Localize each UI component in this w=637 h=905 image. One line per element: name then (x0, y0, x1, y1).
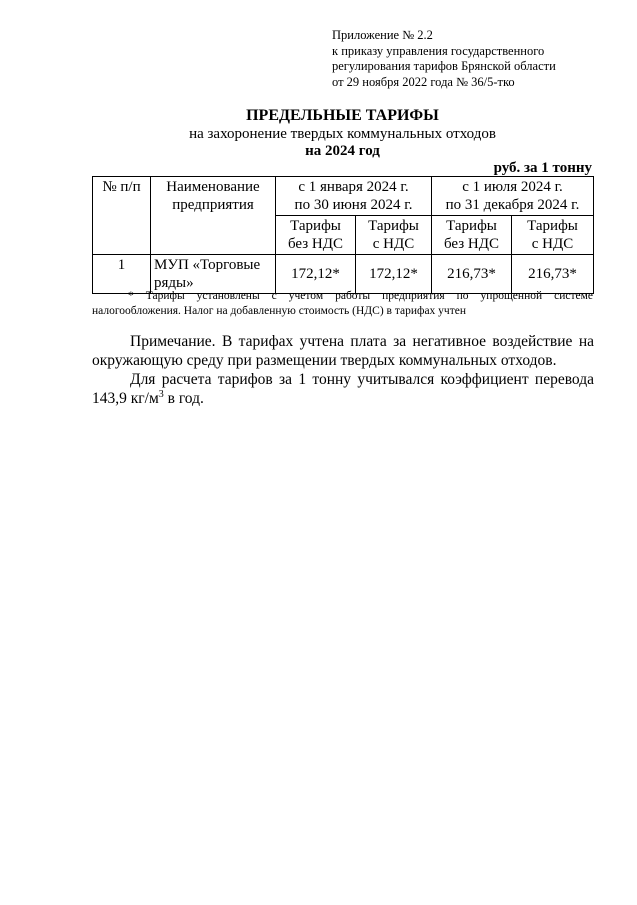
table-header-row-1 (93, 177, 594, 216)
document-title: ПРЕДЕЛЬНЫЕ ТАРИФЫ (246, 107, 439, 124)
note-block (92, 332, 594, 408)
row-value-period2-without-vat: 216,73* (432, 255, 512, 294)
row-number: 1 (93, 255, 151, 294)
appendix-line-1: Приложение № 2.2 (332, 28, 433, 42)
appendix-header (332, 28, 622, 90)
header-company-name: Наименование предприятия (151, 177, 276, 255)
appendix-line-4: от 29 ноября 2022 года № 36/5-тко (332, 74, 515, 89)
unit-label: руб. за 1 тонну (493, 160, 592, 176)
appendix-line-3: регулирования тарифов Брянской области (332, 59, 556, 73)
footnote: * Тарифы установлены с учетом работы предприятия по упрощенной системе налогообложения. Налог на добавленную стоимость (НДС) в тарифах учтен (92, 290, 593, 317)
note-paragraph-2 (92, 370, 594, 408)
row-company-name: МУП «Торговые ряды» (151, 255, 276, 294)
header-period-1: с 1 января 2024 г. по 30 июня 2024 г. (276, 177, 432, 216)
header-tariff-without-vat-2: Тарифы без НДС (432, 216, 512, 255)
tariff-table (92, 176, 594, 294)
document-subtitle: на захоронение твердых коммунальных отходов (189, 126, 496, 142)
note-paragraph-2-superscript: 3 (158, 388, 164, 400)
document-title-block (90, 106, 595, 160)
document-year: на 2024 год (305, 143, 380, 159)
row-value-period2-with-vat: 216,73* (512, 255, 594, 294)
table-row (93, 255, 594, 294)
row-value-period1-with-vat: 172,12* (356, 255, 432, 294)
header-number: № п/п (93, 177, 151, 255)
header-tariff-with-vat-1: Тарифы с НДС (356, 216, 432, 255)
note-paragraph-2-text: Для расчета тарифов за 1 тонну учитывался коэффициент перевода 143,9 кг/м (92, 371, 594, 407)
header-tariff-without-vat-1: Тарифы без НДС (276, 216, 356, 255)
note-paragraph-2-tail: в год. (163, 390, 204, 407)
header-period-2: с 1 июля 2024 г. по 31 декабря 2024 г. (432, 177, 594, 216)
header-tariff-with-vat-2: Тарифы с НДС (512, 216, 594, 255)
row-value-period1-without-vat: 172,12* (276, 255, 356, 294)
appendix-line-2: к приказу управления государственного (332, 43, 545, 58)
note-paragraph-1: Примечание. В тарифах учтена плата за негативное воздействие на окружающую среду при размещении твердых коммунальных отходов. (92, 333, 594, 369)
